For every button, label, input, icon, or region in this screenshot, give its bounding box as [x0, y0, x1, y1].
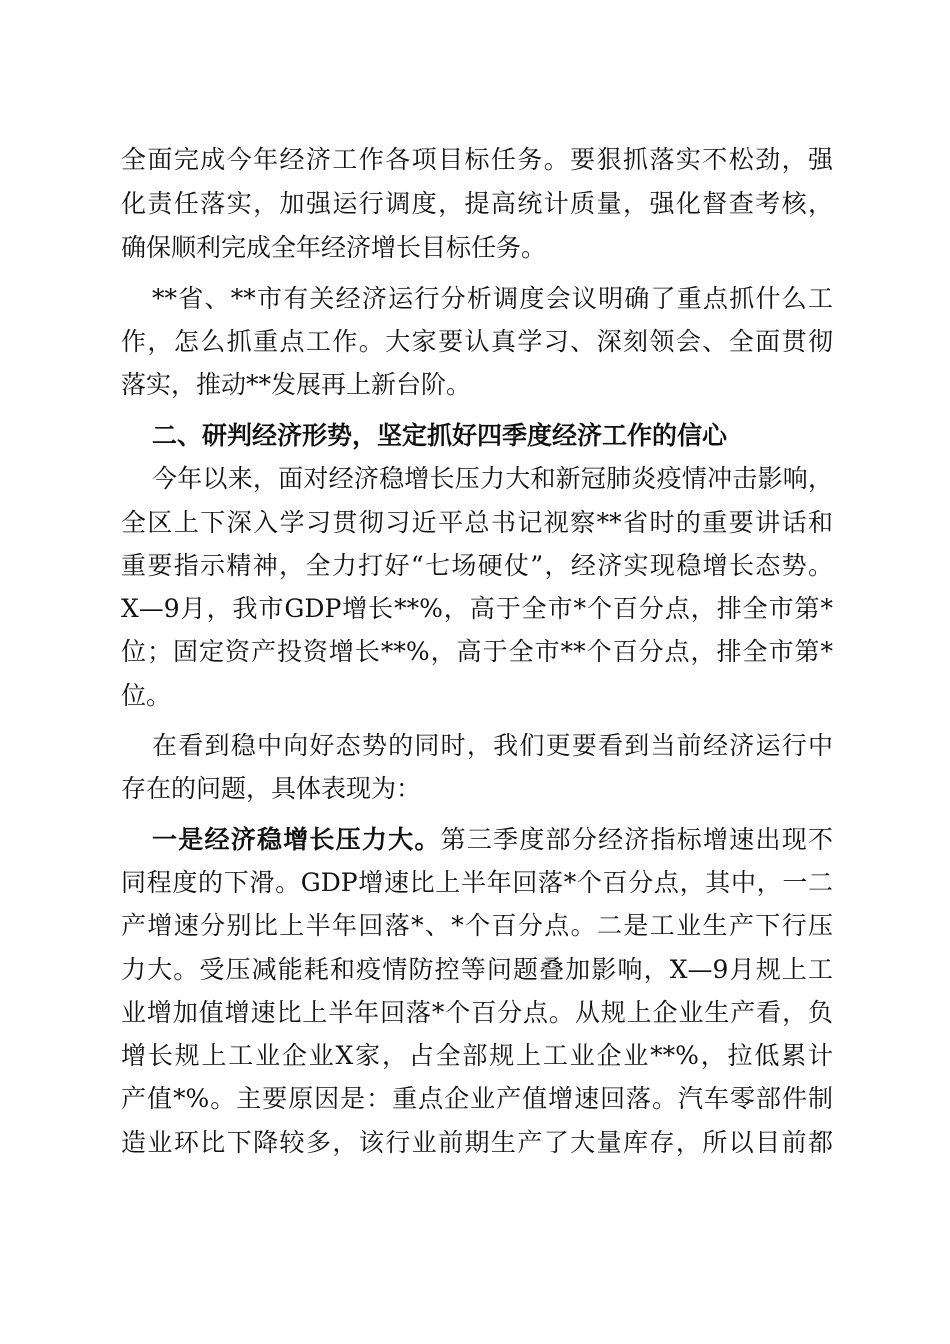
text-line: 全区上下深入学习贯彻习近平总书记视察**省时的重要讲话和	[121, 508, 833, 537]
text-line: 业增加值增速比上半年回落*个百分点。从规上企业生产看，负	[121, 998, 833, 1027]
text-line: 产值*%。主要原因是：重点企业产值增速回落。汽车零部件制	[121, 1084, 833, 1113]
section-heading: 二、研判经济形势，坚定抓好四季度经济工作的信心	[152, 421, 728, 450]
text-line	[152, 820, 833, 860]
text-run: 第三季度部分经济指标增速出现不	[440, 825, 833, 854]
text-line: 位。	[121, 681, 172, 710]
text-line: 在看到稳中向好态势的同时，我们更要看到当前经济运行中	[152, 731, 833, 760]
text-line: X—9月，我市GDP增长**%，高于全市*个百分点，排全市第*	[121, 594, 833, 623]
text-line: 今年以来，面对经济稳增长压力大和新冠肺炎疫情冲击影响，	[152, 464, 833, 493]
text-line: 同程度的下滑。GDP增速比上半年回落*个百分点，其中，一二	[121, 868, 833, 897]
bold-lead: 一是经济稳增长压力大。	[152, 825, 441, 854]
text-line: 全面完成今年经济工作各项目标任务。要狠抓落实不松劲，强	[121, 145, 833, 174]
text-line: 作，怎么抓重点工作。大家要认真学习、深刻领会、全面贯彻	[121, 327, 833, 356]
text-line: 存在的问题，具体表现为：	[121, 774, 422, 803]
text-line: 增长规上工业企业X家，占全部规上工业企业**%，拉低累计	[121, 1041, 833, 1070]
text-line: 力大。受压减能耗和疫情防控等问题叠加影响，X—9月规上工	[121, 955, 833, 984]
text-line: 重要指示精神，全力打好“七场硬仗”，经济实现稳增长态势。	[121, 551, 833, 580]
text-line: 产增速分别比上半年回落*、*个百分点。二是工业生产下行压	[121, 911, 833, 940]
text-line: 落实，推动**发展再上新台阶。	[121, 370, 472, 399]
text-line: 位；固定资产投资增长**%，高于全市**个百分点，排全市第*	[121, 637, 833, 666]
text-line: **省、**市有关经济运行分析调度会议明确了重点抓什么工	[152, 284, 833, 313]
text-line: 化责任落实，加强运行调度，提高统计质量，强化督查考核，	[121, 189, 833, 218]
text-line: 造业环比下降较多，该行业前期生产了大量库存，所以目前都	[121, 1128, 833, 1157]
text-line: 确保顺利完成全年经济增长目标任务。	[121, 233, 547, 262]
